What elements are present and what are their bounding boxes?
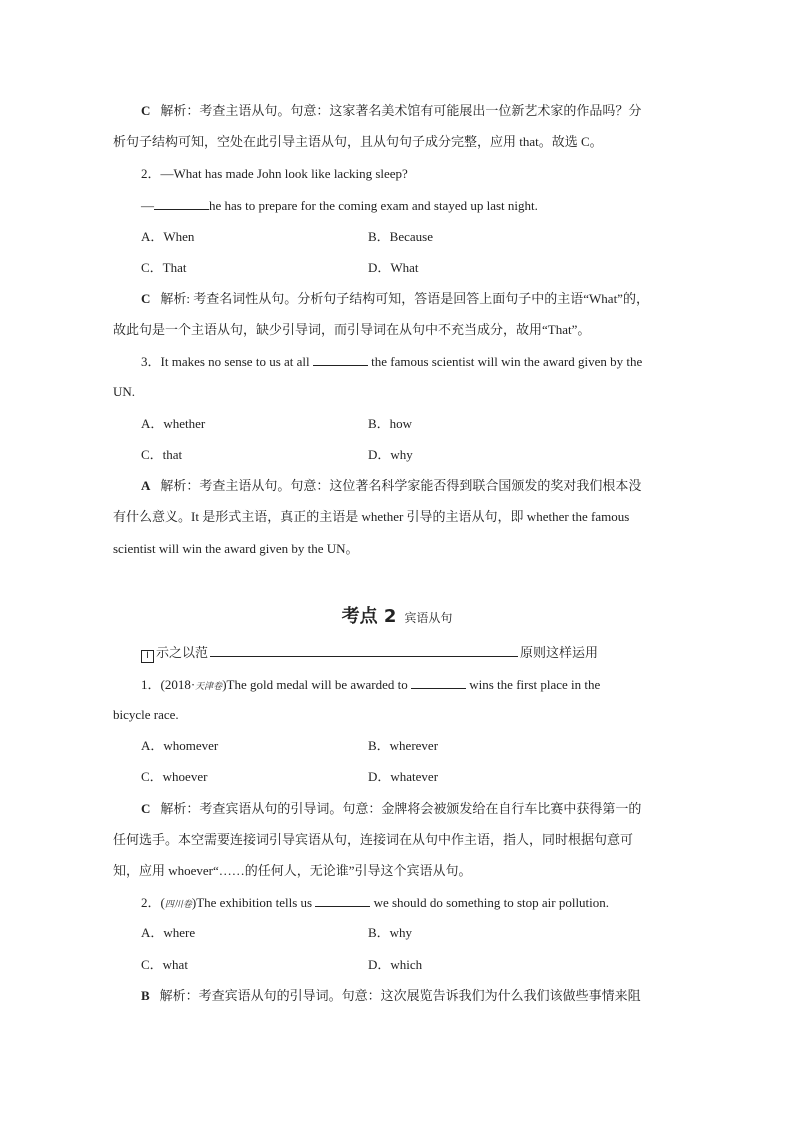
question-text: )The gold medal will be awarded to — [222, 677, 408, 692]
option-c[interactable]: C．that — [141, 447, 183, 462]
analysis-text: 解析：考查主语从句。句意：这位著名科学家能否得到联合国颁发的奖对我们根本没 — [160, 478, 642, 493]
question-source: 天津卷 — [195, 682, 223, 692]
question-stem — [141, 164, 711, 184]
section-heading — [0, 604, 794, 631]
guide-line — [141, 643, 598, 664]
option-a[interactable]: A．where — [141, 925, 196, 940]
question-text: It makes no sense to us at all — [160, 354, 310, 369]
analysis-text: scientist will win the award given by the UN。 — [113, 541, 359, 556]
option-d[interactable]: D．which — [368, 957, 423, 972]
option-c[interactable]: C．whoever — [141, 769, 208, 784]
option-a[interactable]: A．whomever — [141, 738, 219, 753]
answer-key: B — [141, 988, 150, 1003]
answer-analysis — [141, 799, 711, 819]
question-stem — [141, 351, 711, 372]
question-number: 2．( — [141, 895, 165, 910]
question-source: 四川卷 — [164, 900, 192, 910]
analysis-text: 解析: 考查名词性从句。分析句子结构可知，答语是回答上面句子中的主语“What”的， — [160, 291, 649, 306]
option-b[interactable]: B．how — [368, 416, 413, 431]
analysis-text: 解析：考查宾语从句的引导词。句意：这次展览告诉我们为什么我们该做些事情来阻 — [159, 988, 641, 1003]
guide-rule — [210, 643, 518, 657]
analysis-text: 解析：考查宾语从句的引导词。句意：金牌将会被颁发给在自行车比赛中获得第一的 — [160, 801, 642, 816]
analysis-text: 解析：考查主语从句。句意：这家著名美术馆有可能展出一位新艺术家的作品吗？分 — [160, 103, 642, 118]
option-b[interactable]: B．wherever — [368, 738, 439, 753]
answer-key: C — [141, 801, 151, 816]
guide-left-label: 示之以范 — [156, 646, 209, 661]
option-d[interactable]: D．why — [368, 447, 413, 462]
question-text: wins the first place in the — [469, 677, 601, 692]
option-b[interactable]: B．why — [368, 925, 413, 940]
analysis-text: 知，应用 whoever“……的任何人，无论谁”引导这个宾语从句。 — [113, 863, 472, 878]
option-c[interactable]: C．what — [141, 957, 188, 972]
roman-numeral-box-icon: I — [141, 650, 154, 663]
answer-analysis — [141, 289, 711, 309]
answer-analysis — [141, 986, 711, 1006]
answer-key: C — [141, 291, 151, 306]
answer-blank[interactable] — [411, 674, 466, 689]
analysis-text: 有什么意义。It 是形式主语，真正的主语是 whether 引导的主语从句，即 whether the famous — [113, 509, 630, 524]
answer-key: C — [141, 103, 151, 118]
section-subtitle: 宾语从句 — [404, 611, 453, 625]
answer-blank[interactable] — [315, 892, 370, 907]
option-d[interactable]: D．whatever — [368, 769, 439, 784]
question-number: 2． — [141, 166, 161, 181]
analysis-text: 故此句是一个主语从句，缺少引导词，而引导词在从句中不充当成分，故用“That”。 — [113, 322, 591, 337]
analysis-text: 析句子结构可知，空处在此引导主语从句，且从句句子成分完整，应用 that。故选 C。 — [113, 134, 603, 149]
answer-blank[interactable] — [154, 195, 209, 210]
answer-analysis — [141, 101, 711, 121]
option-d[interactable]: D．What — [368, 260, 419, 275]
question-text: bicycle race. — [113, 707, 179, 722]
option-c[interactable]: C．That — [141, 260, 187, 275]
question-stem — [141, 674, 711, 697]
section-title: 考点 2 — [341, 606, 397, 627]
question-number: 1．(2018· — [141, 677, 196, 692]
option-a[interactable]: A．When — [141, 229, 195, 244]
question-text: UN. — [113, 384, 136, 399]
question-number: 3． — [141, 354, 161, 369]
analysis-text: 任何选手。本空需要连接词引导宾语从句，连接词在从句中作主语，指人，同时根据句意可 — [113, 832, 634, 847]
question-text: )The exhibition tells us — [191, 895, 313, 910]
answer-blank[interactable] — [313, 351, 368, 366]
question-text: the famous scientist will win the award given by the — [371, 354, 643, 369]
question-text: he has to prepare for the coming exam and stayed up last night. — [209, 198, 538, 213]
answer-key: A — [141, 478, 151, 493]
dash: — — [141, 198, 154, 213]
question-stem — [141, 892, 711, 915]
question-stem — [141, 195, 711, 216]
answer-analysis — [141, 476, 711, 496]
guide-right-label: 原则这样运用 — [520, 646, 599, 661]
option-b[interactable]: B．Because — [368, 229, 433, 244]
question-text: —What has made John look like lacking sleep? — [160, 166, 408, 181]
option-a[interactable]: A．whether — [141, 416, 206, 431]
question-text: we should do something to stop air pollution. — [373, 895, 610, 910]
